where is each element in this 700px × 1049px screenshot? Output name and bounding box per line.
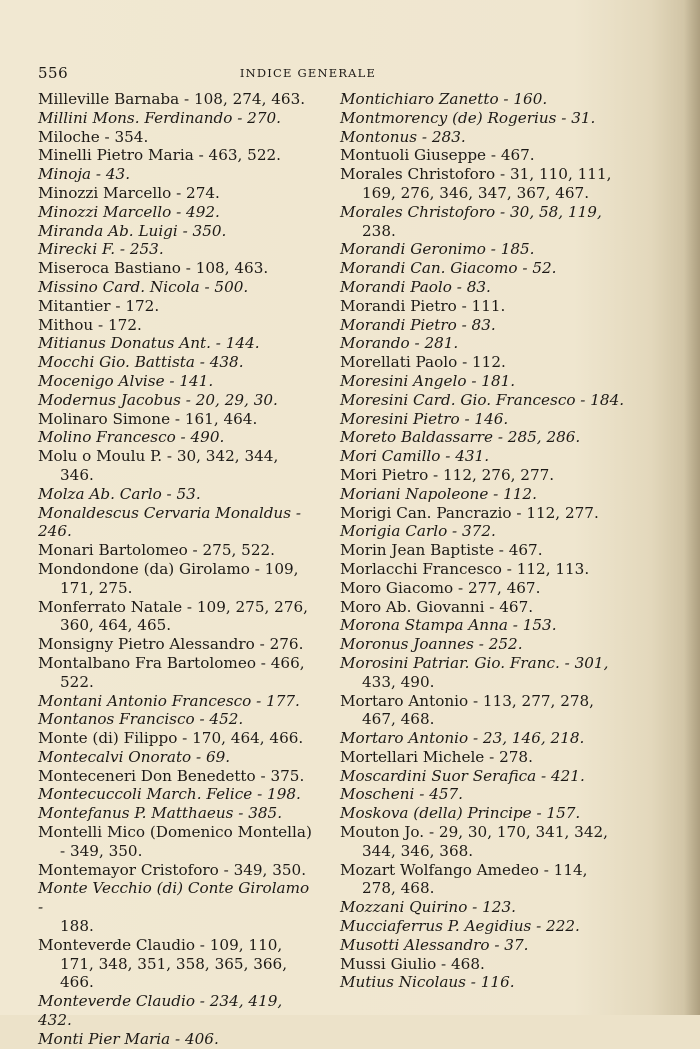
index-entry: Molino Francesco - 490. (38, 428, 225, 447)
index-entry: Miranda Ab. Luigi - 350. (38, 221, 227, 240)
index-entry: Moskova (della) Principe - 157. (340, 804, 581, 823)
index-entry: Morona Stampa Anna - 153. (340, 616, 557, 635)
index-entry: Montanos Francisco - 452. (38, 710, 244, 729)
index-entry: Morlacchi Francesco - 112, 113. (340, 559, 590, 578)
index-entry: Mondondone (da) Girolamo - 109, (38, 559, 299, 578)
index-entry: 522. (60, 672, 94, 691)
index-entry: Moresini Card. Gio. Francesco - 184. (340, 390, 625, 409)
index-entry: Mortellari Michele - 278. (340, 747, 533, 766)
index-entry: Monteverde Claudio - 109, 110, (38, 935, 283, 954)
index-entry: Moronus Joannes - 252. (340, 635, 523, 654)
index-entry: Morandi Geronimo - 185. (340, 240, 535, 259)
index-entry: Moresini Pietro - 146. (340, 409, 509, 428)
index-entry: Mithou - 172. (38, 315, 142, 334)
index-entry: Mucciaferrus P. Aegidius - 222. (340, 917, 580, 936)
index-entry: Montani Antonio Francesco - 177. (38, 691, 300, 710)
index-entry: Morigia Carlo - 372. (340, 522, 496, 541)
index-entry: Milleville Barnaba - 108, 274, 463. (38, 90, 306, 108)
index-entry: Mitantier - 172. (38, 296, 160, 315)
page-number: 556 (38, 64, 69, 82)
index-entry: 360, 464, 465. (60, 616, 172, 635)
index-entry: Modernus Jacobus - 20, 29, 30. (38, 390, 278, 409)
index-entry: Moreto Baldassarre - 285, 286. (340, 428, 581, 447)
index-entry: 278, 468. (362, 879, 435, 898)
index-entry: 466. (60, 973, 94, 992)
index-entry: Montalbano Fra Bartolomeo - 466, (38, 653, 305, 672)
index-entry: Monferrato Natale - 109, 275, 276, (38, 597, 308, 616)
index-entry: Montemayor Cristoforo - 349, 350. (38, 860, 307, 879)
index-entry: 169, 276, 346, 347, 367, 467. (362, 183, 590, 202)
index-entry: Millini Mons. Ferdinando - 270. (38, 108, 281, 127)
index-entry: Missino Card. Nicola - 500. (38, 277, 249, 296)
index-entry: Moscheni - 457. (340, 785, 464, 804)
index-entry: Mirecki F. - 253. (38, 240, 164, 259)
index-entry: 238. (362, 221, 396, 240)
index-entry: Monti Pier Maria - 406. (38, 1029, 219, 1048)
index-entry: Mussi Giulio - 468. (340, 954, 485, 973)
page-gutter-shadow (684, 0, 700, 1015)
index-entry: Moriani Napoleone - 112. (340, 484, 537, 503)
index-entry: Monte Vecchio (di) Conte Girolamo - (38, 879, 310, 917)
index-entry: - 349, 350. (60, 841, 143, 860)
index-entry: Mouton Jo. - 29, 30, 170, 341, 342, (340, 823, 608, 842)
index-entry: Moscardini Suor Serafica - 421. (340, 766, 585, 785)
index-entry: Molinaro Simone - 161, 464. (38, 409, 258, 428)
index-entry: Minoja - 43. (38, 165, 131, 184)
index-entry: Mocenigo Alvise - 141. (38, 371, 214, 390)
index-entry: Morandi Pietro - 111. (340, 296, 506, 315)
index-entry: Moro Ab. Giovanni - 467. (340, 597, 534, 616)
index-entry: Morin Jean Baptiste - 467. (340, 541, 543, 560)
index-entry: Mortaro Antonio - 113, 277, 278, (340, 691, 595, 710)
index-entry: Monteceneri Don Benedetto - 375. (38, 766, 305, 785)
index-entry: Miloche - 354. (38, 127, 149, 146)
index-entry: Monari Bartolomeo - 275, 522. (38, 541, 275, 560)
index-entry: Morales Christoforo - 31, 110, 111, (340, 165, 612, 184)
index-entry: Montecuccoli March. Felice - 198. (38, 785, 301, 804)
index-entry: Morandi Paolo - 83. (340, 277, 491, 296)
index-entry: Montelli Mico (Domenico Montella) (38, 823, 312, 842)
index-entry: Miseroca Bastiano - 108, 463. (38, 259, 269, 278)
index-entry: 467, 468. (362, 710, 435, 729)
index-entry: Mitianus Donatus Ant. - 144. (38, 334, 260, 353)
index-entry: Moro Giacomo - 277, 467. (340, 578, 541, 597)
index-entry: Morigi Can. Pancrazio - 112, 277. (340, 503, 599, 522)
index-entry: Mortaro Antonio - 23, 146, 218. (340, 729, 585, 748)
index-entry: Montonus - 283. (340, 127, 466, 146)
index-entry: Morandi Can. Giacomo - 52. (340, 259, 557, 278)
running-head: INDICE GENERALE (239, 66, 377, 80)
index-entry: Musotti Alessandro - 37. (340, 935, 529, 954)
index-entry: Monteverde Claudio - 234, 419, 432. (38, 992, 283, 1030)
index-entry: Mozzani Quirino - 123. (340, 898, 516, 917)
index-entry: 433, 490. (362, 672, 435, 691)
index-entry: Molu o Moulu P. - 30, 342, 344, (38, 447, 279, 466)
index-entry: Montmorency (de) Rogerius - 31. (340, 108, 596, 127)
index-entry: Monsigny Pietro Alessandro - 276. (38, 635, 304, 654)
index-entry: Mori Pietro - 112, 276, 277. (340, 465, 555, 484)
index-entry: 188. (60, 917, 94, 936)
index-entry: 171, 275. (60, 578, 133, 597)
index-entry: Mocchi Gio. Battista - 438. (38, 353, 244, 372)
index-entry: Moresini Angelo - 181. (340, 371, 516, 390)
index-entry: Monte (di) Filippo - 170, 464, 466. (38, 729, 304, 748)
index-entry: Minozzi Marcello - 274. (38, 183, 220, 202)
index-entry: Minozzi Marcello - 492. (38, 202, 220, 221)
index-column-left (38, 90, 313, 1049)
index-entry: Morellati Paolo - 112. (340, 353, 506, 372)
index-entry: Morando - 281. (340, 334, 459, 353)
index-entry: Mutius Nicolaus - 116. (340, 973, 515, 992)
index-entry: Montefanus P. Matthaeus - 385. (38, 804, 283, 823)
index-entry: Mori Camillo - 431. (340, 447, 490, 466)
index-entry: 346. (60, 465, 94, 484)
index-entry: Mozart Wolfango Amedeo - 114, (340, 860, 588, 879)
index-column-right (340, 90, 640, 992)
page-header (38, 64, 578, 86)
index-entry: Monaldescus Cervaria Monaldus - 246. (38, 503, 301, 541)
index-entry: 344, 346, 368. (362, 841, 474, 860)
index-entry: Montecalvi Onorato - 69. (38, 747, 231, 766)
index-entry: Molza Ab. Carlo - 53. (38, 484, 201, 503)
index-entry: 171, 348, 351, 358, 365, 366, (60, 954, 288, 973)
index-entry: Montichiaro Zanetto - 160. (340, 90, 548, 108)
index-entry: Morales Christoforo - 30, 58, 119, (340, 202, 602, 221)
index-entry: Morosini Patriar. Gio. Franc. - 301, (340, 653, 609, 672)
index-entry: Minelli Pietro Maria - 463, 522. (38, 146, 281, 165)
index-entry: Montuoli Giuseppe - 467. (340, 146, 535, 165)
index-entry: Morandi Pietro - 83. (340, 315, 496, 334)
